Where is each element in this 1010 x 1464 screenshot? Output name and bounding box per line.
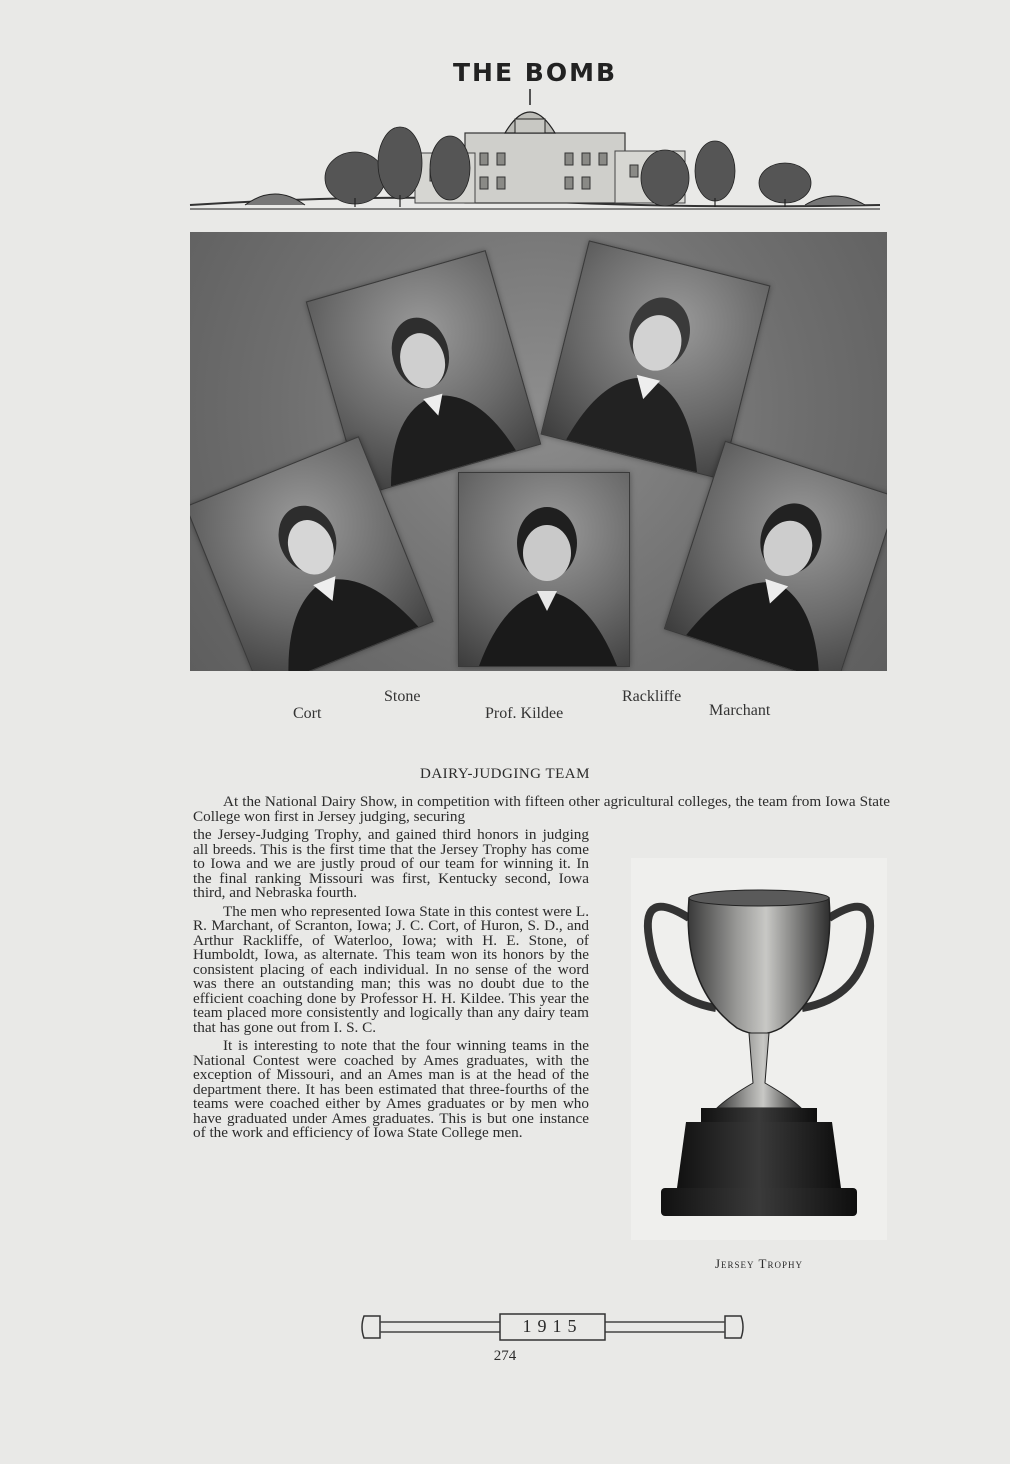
trophy-cup-icon: [631, 858, 887, 1240]
caption-rackliffe: Rackliffe: [622, 688, 682, 705]
portrait-kildee: [458, 472, 630, 667]
article-heading: DAIRY-JUDGING TEAM: [420, 766, 590, 782]
portrait-marchant: [664, 441, 887, 671]
footer-year: 1915: [522, 1316, 583, 1336]
caption-cort: Cort: [293, 705, 322, 722]
person-silhouette-icon: [665, 442, 887, 671]
footer-year-banner: [360, 1310, 745, 1344]
article-paragraph: It is interesting to note that the four winning teams in the National Contest were coached by Ames graduates, with the exception of Missouri, and an Ames man is at the head of the department there. It has been estimated that three-fourths of the teams were coached either by Ames graduates or by men who have graduated under Ames graduates. This is but one instance of the work and efficiency of Iowa State College men.: [193, 1037, 589, 1141]
article-lead-paragraph: At the National Dairy Show, in competition with fifteen other agricultural colleges, the team from Iowa State College won first in Jersey judging, securing: [193, 793, 890, 825]
publication-title: THE BOMB: [453, 58, 617, 87]
campus-building-illustration: [185, 83, 885, 213]
article-column: [193, 828, 589, 1145]
caption-marchant: Marchant: [709, 702, 771, 719]
person-silhouette-icon: [542, 242, 769, 479]
caption-stone: Stone: [384, 688, 421, 705]
masthead-banner: [185, 58, 885, 218]
trophy-photo: [631, 858, 887, 1240]
caption-kildee: Prof. Kildee: [485, 705, 564, 722]
person-silhouette-icon: [459, 473, 629, 666]
article-paragraph: The men who represented Iowa State in this contest were L. R. Marchant, of Scranton, Iowa; J. C. Cort, of Huron, S. D., and Arthur Rackliffe, of Waterloo, Iowa; with H. E. Stone, of Humboldt, Iowa, as alternate. This team won its honors by the consistent placing of each individual. In no sense of the word was there an outstanding man; this was no doubt due to the efficient coaching done by Professor H. H. Kildee. This year the team placed more consistently and logically than any dairy team that has gone out from I. S. C.: [193, 902, 589, 1036]
trophy-caption: Jersey Trophy: [714, 1256, 804, 1271]
page-number: 274: [493, 1348, 517, 1364]
team-photo-collage: [190, 232, 887, 671]
article-paragraph: the Jersey-Judging Trophy, and gained third honors in judging all breeds. This is the first time that the Jersey Trophy has come to Iowa and we are justly proud of our team for winning it. In the final ranking Missouri was first, Kentucky second, Iowa third, and Nebraska fourth.: [193, 826, 589, 901]
